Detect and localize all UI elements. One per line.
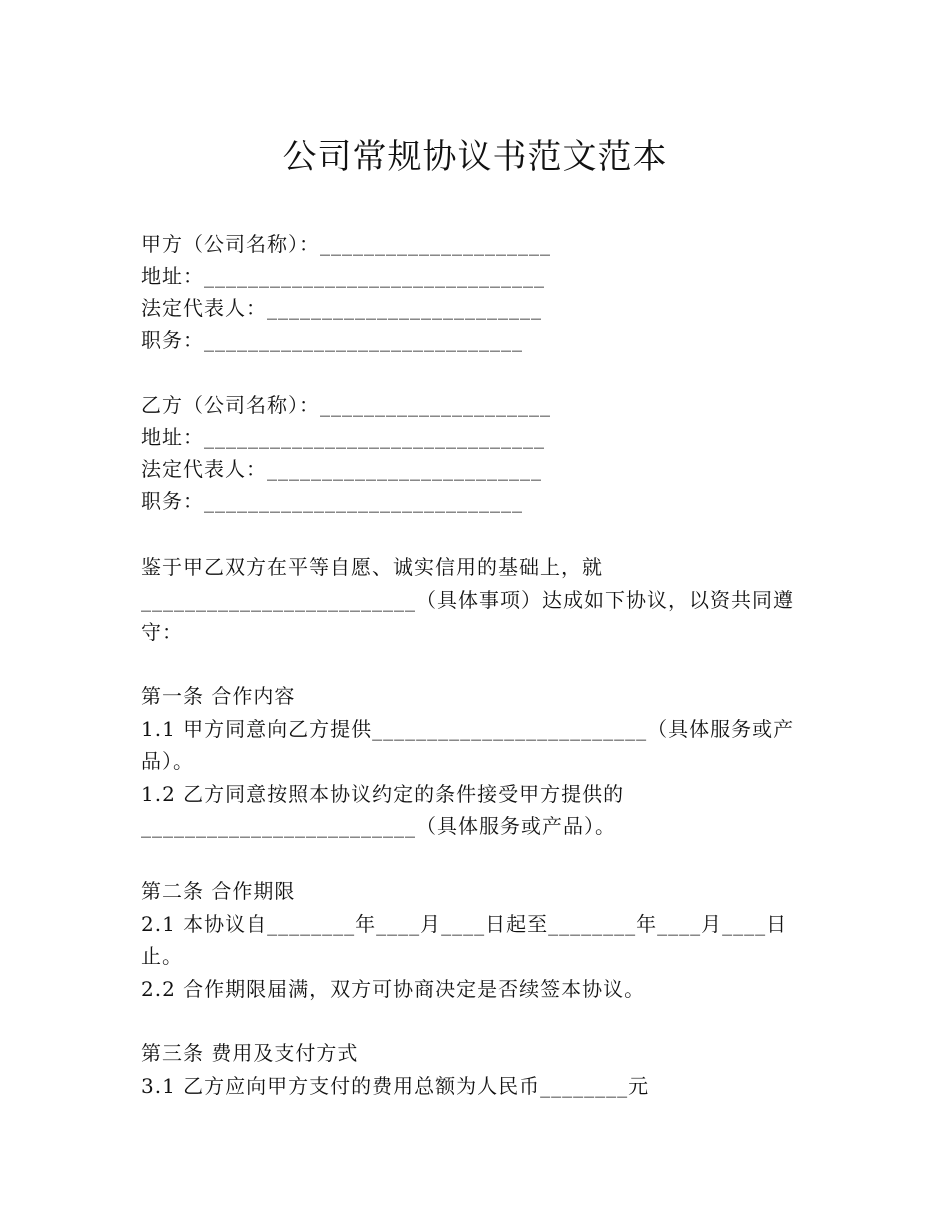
article-2-line: 2.2 合作期限届满，双方可协商决定是否续签本协议。 (141, 977, 646, 1001)
party-b-address: 地址：_______________________________ (141, 425, 545, 449)
article-1-line: 1.1 甲方同意向乙方提供_________________________（具体服务或产 (141, 717, 795, 741)
party-a-address: 地址：_______________________________ (141, 264, 545, 288)
article-1-heading: 第一条 合作内容 (141, 684, 296, 708)
article-2-line: 止。 (141, 944, 183, 968)
preamble-line: 守： (141, 620, 183, 644)
article-2-line: 2.1 本协议自________年____月____日起至________年____月____日 (141, 912, 788, 936)
party-a-position: 职务：_____________________________ (141, 328, 523, 352)
article-1-line: _________________________（具体服务或产品）。 (141, 814, 616, 838)
article-1-line: 1.2 乙方同意按照本协议约定的条件接受甲方提供的 (141, 782, 625, 806)
party-b-name: 乙方（公司名称）：_____________________ (141, 393, 551, 417)
document-title: 公司常规协议书范文范本 (282, 137, 668, 177)
party-a-name: 甲方（公司名称）：_____________________ (141, 232, 551, 256)
article-1-line: 品）。 (141, 749, 194, 773)
article-3-line: 3.1 乙方应向甲方支付的费用总额为人民币________元 (141, 1074, 650, 1098)
party-a-representative: 法定代表人：_________________________ (141, 296, 542, 320)
party-b-representative: 法定代表人：_________________________ (141, 457, 542, 481)
article-3-heading: 第三条 费用及支付方式 (141, 1041, 359, 1065)
party-b-position: 职务：_____________________________ (141, 489, 523, 513)
article-2-heading: 第二条 合作期限 (141, 879, 296, 903)
preamble-line: _________________________（具体事项）达成如下协议，以资共同遵 (141, 588, 794, 612)
preamble-line: 鉴于甲乙双方在平等自愿、诚实信用的基础上，就 (141, 555, 603, 579)
